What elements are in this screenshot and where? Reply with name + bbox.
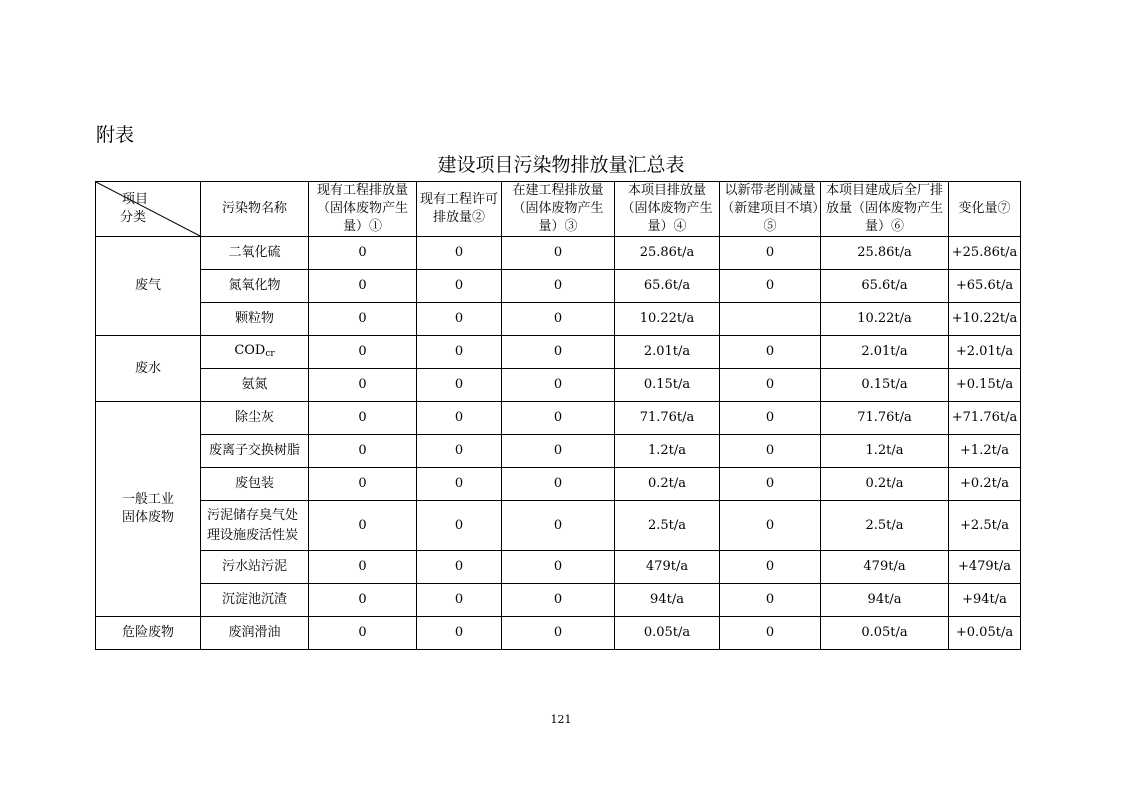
cell-value: 71.76t/a [821,402,949,435]
table-row [96,402,1021,435]
cell-value: 0 [720,551,821,584]
cell-value: 0 [417,468,502,501]
diag-label-item: 项目 [122,192,149,207]
pollutant-name: 二氧化硫 [201,237,309,270]
page-number: 121 [550,713,572,726]
cell-value: +65.6t/a [949,270,1021,303]
table-title: 建设项目污染物排放量汇总表 [437,154,685,176]
table-row [96,369,1021,402]
pollutant-name: 污水站污泥 [201,551,309,584]
cell-value: 10.22t/a [615,303,720,336]
cell-value [720,303,821,336]
cell-value: 1.2t/a [615,435,720,468]
category-line: 固体废物 [121,510,174,525]
category-line: 一般工业 [121,492,174,507]
cell-value: 0 [417,270,502,303]
cell-value: +71.76t/a [949,402,1021,435]
header-existing-permit: 现有工程许可排放量② [417,182,502,237]
cell-value: 2.5t/a [821,501,949,551]
cell-value: 0 [417,584,502,617]
cell-value: 0 [309,369,417,402]
cell-value: 1.2t/a [821,435,949,468]
cell-value: 0 [502,303,615,336]
cell-value: 0.05t/a [615,617,720,650]
pollutant-name [201,336,309,369]
cell-value: 10.22t/a [821,303,949,336]
category-general-solid-waste [96,402,201,617]
header-under-construction: 在建工程排放量（固体废物产生量）③ [502,182,615,237]
cell-value: 2.5t/a [615,501,720,551]
header-existing-emission: 现有工程排放量（固体废物产生量）① [309,182,417,237]
pollutant-name: 除尘灰 [201,402,309,435]
table-row [96,617,1021,650]
cell-value: 0.2t/a [615,468,720,501]
cell-value: 0 [720,336,821,369]
cell-value: 0.2t/a [821,468,949,501]
cell-value: 0 [720,402,821,435]
cell-value: 0 [417,402,502,435]
pollutant-line: 污泥储存臭气处 [207,507,299,523]
category-hazardous-waste: 危险废物 [96,617,201,650]
table-row [96,468,1021,501]
cell-value: +479t/a [949,551,1021,584]
emission-summary-table [95,181,1021,650]
appendix-heading: 附表 [96,124,135,146]
cell-value: 94t/a [615,584,720,617]
cell-value: 71.76t/a [615,402,720,435]
cell-value: 0 [720,369,821,402]
cell-value: 479t/a [615,551,720,584]
cell-value: 0 [720,584,821,617]
cell-value: 0 [309,468,417,501]
cell-value: +0.2t/a [949,468,1021,501]
table-row [96,501,1021,551]
cell-value: 479t/a [821,551,949,584]
diag-label-category: 分类 [120,210,147,225]
cell-value: 65.6t/a [821,270,949,303]
pollutant-name: 废润滑油 [201,617,309,650]
cell-value: 0 [417,617,502,650]
cell-value: +94t/a [949,584,1021,617]
cell-value: 0 [720,270,821,303]
cell-value: 0 [417,551,502,584]
cell-value: +0.05t/a [949,617,1021,650]
cell-value: 25.86t/a [615,237,720,270]
cell-value: 0 [309,237,417,270]
cell-value: +2.5t/a [949,501,1021,551]
cell-value: 0 [502,551,615,584]
cell-value: 0 [309,584,417,617]
table-row [96,237,1021,270]
cell-value: +2.01t/a [949,336,1021,369]
cell-value: 0 [720,617,821,650]
cell-value: 0 [720,468,821,501]
cell-value: 0 [309,501,417,551]
cell-value: 0.05t/a [821,617,949,650]
cell-value: 0 [417,435,502,468]
cell-value: +0.15t/a [949,369,1021,402]
cell-value: 0 [502,336,615,369]
pollutant-name [201,501,309,551]
cell-value: 0 [309,336,417,369]
cell-value: 0 [502,237,615,270]
pollutant-name: 废包装 [201,468,309,501]
cell-value: 0 [309,270,417,303]
pollutant-name: 废离子交换树脂 [201,435,309,468]
cell-value: 0 [720,237,821,270]
table-row [96,551,1021,584]
cell-value: +1.2t/a [949,435,1021,468]
pollutant-cod: COD [234,342,266,358]
cell-value: 0.15t/a [821,369,949,402]
category-header-diagonal [96,182,201,237]
header-change: 变化量⑦ [949,182,1021,237]
cell-value: +10.22t/a [949,303,1021,336]
cell-value: 2.01t/a [615,336,720,369]
pollutant-name: 颗粒物 [201,303,309,336]
cell-value: 0 [309,303,417,336]
header-total-after: 本项目建成后全厂排放量（固体废物产生量）⑥ [821,182,949,237]
cell-value: 0 [309,435,417,468]
cell-value: 0 [417,336,502,369]
cell-value: 0 [417,237,502,270]
table-header-row [96,182,1021,237]
cell-value: 0 [309,551,417,584]
table-row [96,336,1021,369]
cell-value: 0 [417,369,502,402]
cell-value: 0 [417,501,502,551]
header-pollutant-name: 污染物名称 [201,182,309,237]
table-row [96,303,1021,336]
cell-value: 0 [502,501,615,551]
table-row [96,584,1021,617]
cell-value: 0 [309,617,417,650]
table-row [96,270,1021,303]
pollutant-name: 氨氮 [201,369,309,402]
cell-value: 0 [502,369,615,402]
cell-value: 0 [417,303,502,336]
table-row [96,435,1021,468]
cell-value: 2.01t/a [821,336,949,369]
cell-value: 0 [720,435,821,468]
category-waste-water: 废水 [96,336,201,402]
cell-value: 0.15t/a [615,369,720,402]
cell-value: 0 [502,617,615,650]
cell-value: 0 [309,402,417,435]
pollutant-name: 氮氧化物 [201,270,309,303]
cell-value: 0 [502,402,615,435]
pollutant-name: 沉淀池沉渣 [201,584,309,617]
pollutant-line: 理设施废活性炭 [207,527,299,543]
cell-value: 0 [502,435,615,468]
cell-value: 25.86t/a [821,237,949,270]
pollutant-cod-subscript: cr [265,348,275,359]
category-waste-gas: 废气 [96,237,201,336]
cell-value: 0 [502,270,615,303]
cell-value: 0 [720,501,821,551]
header-reduction: 以新带老削减量（新建项目不填）⑤ [720,182,821,237]
cell-value: 0 [502,468,615,501]
cell-value: 0 [502,584,615,617]
header-this-project: 本项目排放量（固体废物产生量）④ [615,182,720,237]
cell-value: +25.86t/a [949,237,1021,270]
cell-value: 65.6t/a [615,270,720,303]
cell-value: 94t/a [821,584,949,617]
